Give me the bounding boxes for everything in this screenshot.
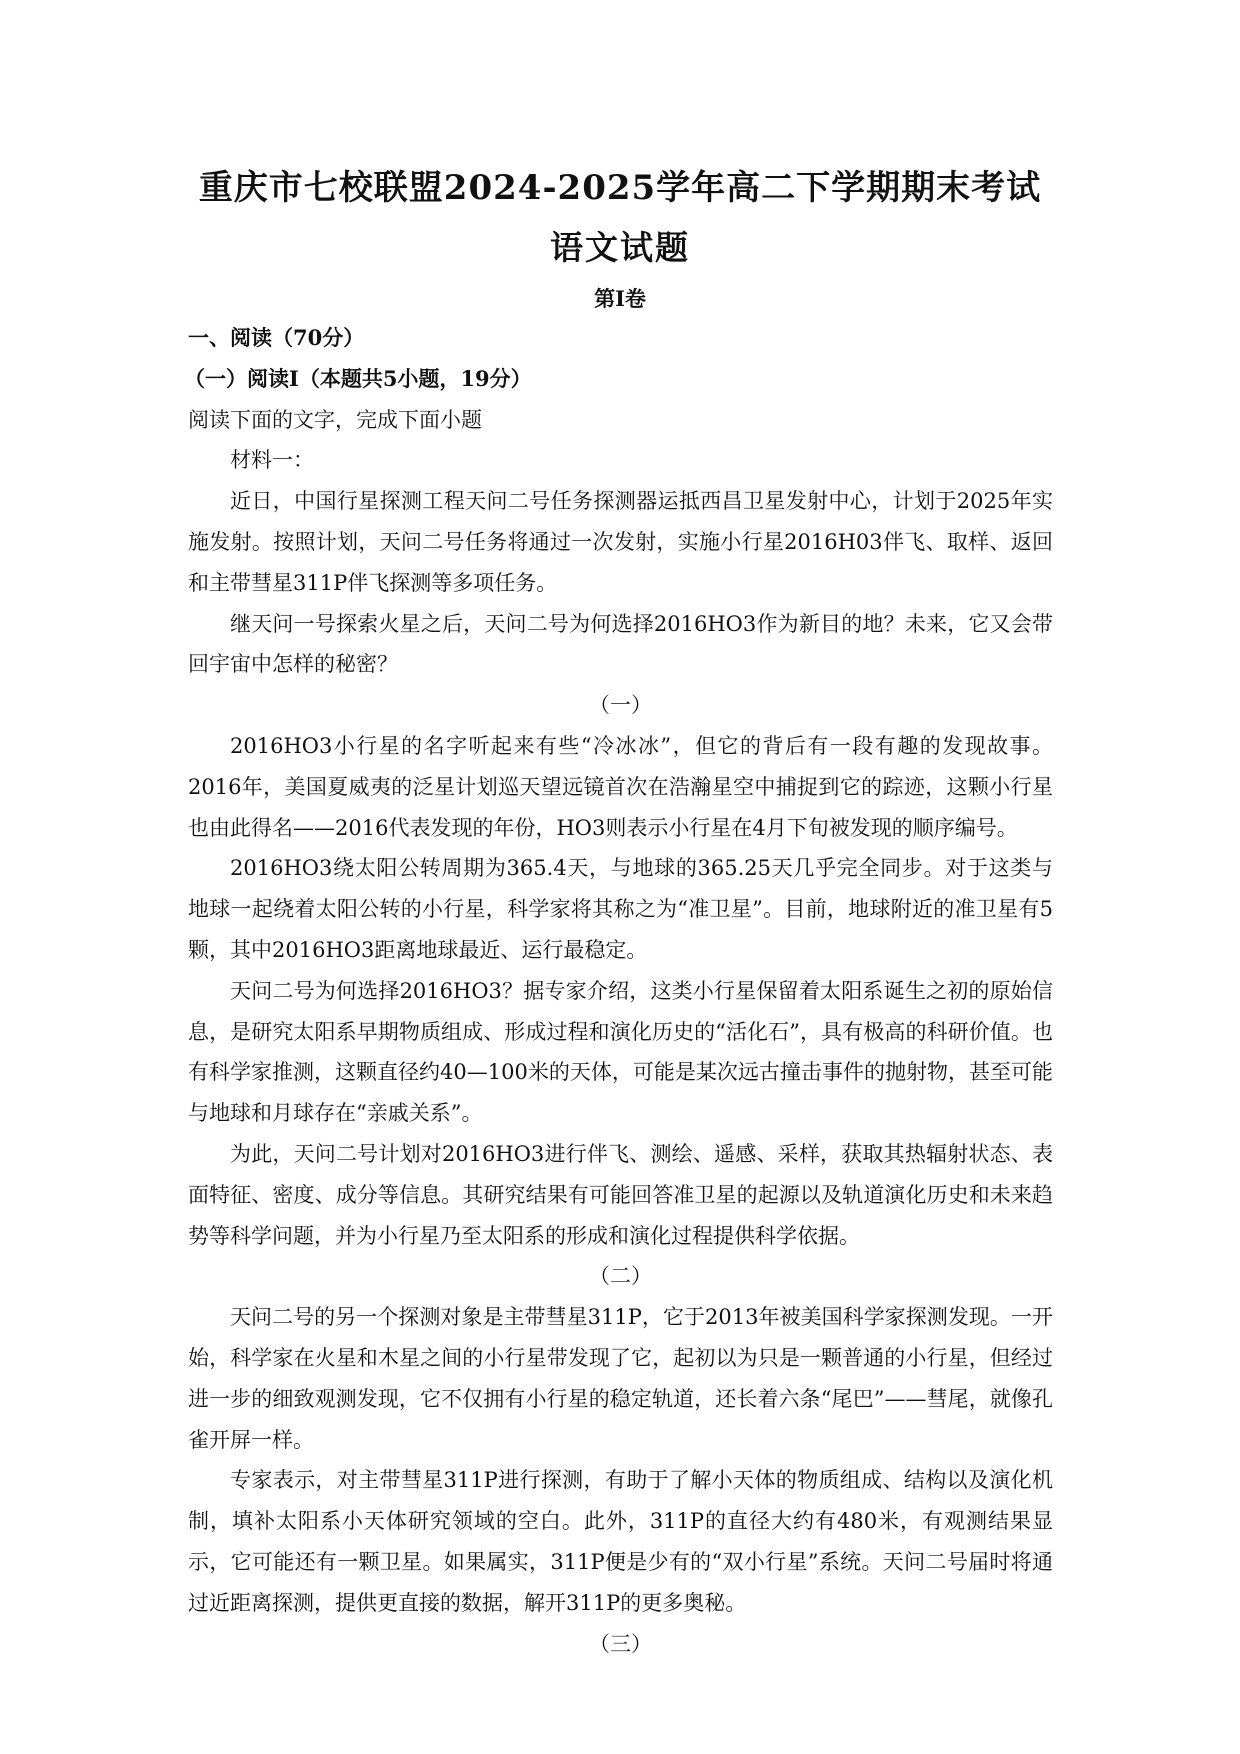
instruction-text: 阅读下面的文字，完成下面小题 bbox=[188, 407, 482, 432]
paragraph-7: 天问二号的另一个探测对象是主带彗星311P，它于2013年被美国科学家探测发现。一开始，科学家在火星和木星之间的小行星带发现了它，起初以为只是一颗普通的小行星，但经过进一步的细致观测发现，它不仅拥有小行星的稳定轨道，还长着六条“尾巴”——彗尾，就像孔雀开屏一样。 bbox=[188, 1305, 1053, 1452]
material-label: 材料一： bbox=[230, 448, 314, 473]
volume-label: 第I卷 bbox=[594, 286, 646, 311]
exam-subtitle: 语文试题 bbox=[550, 228, 690, 267]
paragraph-4: 2016HO3绕太阳公转周期为365.4天，与地球的365.25天几乎完全同步。对于这类与地球一起绕着太阳公转的小行星，科学家将其称之为“准卫星”。目前，地球附近的准卫星有5颗，其中2016HO3距离地球最近、运行最稳定。 bbox=[188, 856, 1053, 962]
part-marker-3: （三） bbox=[589, 1631, 652, 1656]
part-marker-1: （一） bbox=[589, 693, 652, 718]
paragraph-5: 天问二号为何选择2016HO3？据专家介绍，这类小行星保留着太阳系诞生之初的原始信息，是研究太阳系早期物质组成、形成过程和演化历史的“活化石”，具有极高的科研价值。也有科学家推测，这颗直径约40—100米的天体，可能是某次远古撞击事件的抛射物，甚至可能与地球和月球存在“亲戚关系”。 bbox=[188, 978, 1053, 1126]
paragraph-8: 专家表示，对主带彗星311P进行探测，有助于了解小天体的物质组成、结构以及演化机制，填补太阳系小天体研究领域的空白。此外，311P的直径大约有480米，有观测结果显示，它可能还有一颗卫星。如果属实，311P便是少有的“双小行星”系统。天问二号届时将通过近距离探测，提供更直接的数据，解开311P的更多奥秘。 bbox=[188, 1468, 1053, 1615]
section-subheading: （一）阅读I（本题共5小题，19分） bbox=[184, 365, 532, 391]
section-heading: 一、阅读（70分） bbox=[188, 325, 365, 350]
paragraph-6: 为此，天问二号计划对2016HO3进行伴飞、测绘、遥感、采样，获取其热辐射状态、表面特征、密度、成分等信息。其研究结果有可能回答准卫星的起源以及轨道演化历史和未来趋势等科学问题，并为小行星乃至太阳系的形成和演化过程提供科学依据。 bbox=[188, 1141, 1053, 1248]
paragraph-2: 继天问一号探索火星之后，天问二号为何选择2016HO3作为新目的地？未来，它又会带回宇宙中怎样的秘密？ bbox=[188, 611, 1053, 677]
part-marker-2: （二） bbox=[589, 1264, 652, 1289]
paragraph-3: 2016HO3小行星的名字听起来有些“冷冰冰”，但它的背后有一段有趣的发现故事。2016年，美国夏威夷的泛星计划巡天望远镜首次在浩瀚星空中捕捉到它的踪迹，这颗小行星也由此得名——2016代表发现的年份，HO3则表示小行星在4月下旬被发现的顺序编号。 bbox=[188, 733, 1053, 840]
exam-body bbox=[184, 318, 1053, 1664]
paragraph-1: 近日，中国行星探测工程天问二号任务探测器运抵西昌卫星发射中心，计划于2025年实施发射。按照计划，天问二号任务将通过一次发射，实施小行星2016H03伴飞、取样、返回和主带彗星311P伴飞探测等多项任务。 bbox=[188, 489, 1053, 595]
exam-title: 重庆市七校联盟2024-2025学年高二下学期期末考试 bbox=[198, 168, 1042, 208]
